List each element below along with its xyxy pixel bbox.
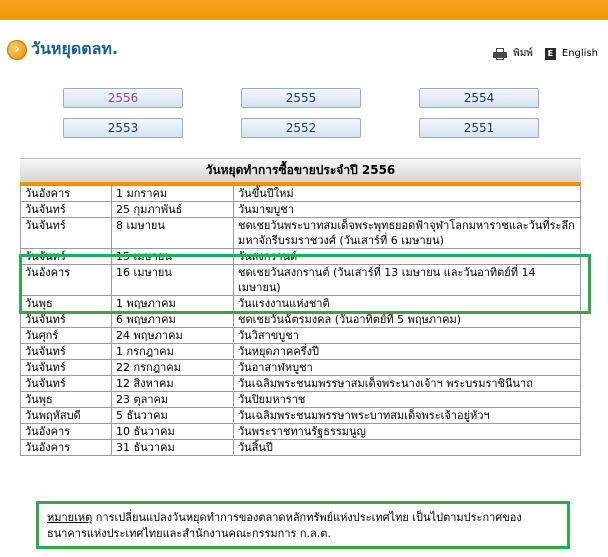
date-cell: 1 กรกฎาคม	[112, 344, 234, 360]
table-row	[21, 440, 581, 456]
printer-icon[interactable]	[493, 48, 507, 60]
date-cell: 12 สิงหาคม	[112, 376, 234, 392]
table-row	[21, 312, 581, 328]
date-cell: 31 ธันวาคม	[112, 440, 234, 456]
day-cell: วันอังคาร	[21, 440, 112, 456]
day-cell: วันอังคาร	[21, 424, 112, 440]
date-cell: 5 ธันวาคม	[112, 408, 234, 424]
english-flag-icon[interactable]: E	[545, 48, 556, 60]
holiday-name-cell: วันวิสาขบูชา	[234, 328, 581, 344]
date-cell: 1 พฤษภาคม	[112, 296, 234, 312]
holiday-name-cell: วันอาสาฬหบูชา	[234, 360, 581, 376]
holiday-name-cell: วันขึ้นปีใหม่	[234, 186, 581, 202]
day-cell: วันจันทร์	[21, 202, 112, 218]
print-link[interactable]: พิมพ์	[513, 48, 533, 59]
year-button-2551[interactable]: 2551	[419, 118, 539, 138]
year-button-2553[interactable]: 2553	[63, 118, 183, 138]
table-row	[21, 186, 581, 202]
note-box	[36, 501, 570, 549]
day-cell: วันศุกร์	[21, 328, 112, 344]
holiday-table	[20, 185, 581, 456]
table-row	[21, 376, 581, 392]
date-cell: 15 เมษายน	[112, 249, 234, 265]
holiday-name-cell: วันสงกรานต์	[234, 249, 581, 265]
holiday-name-cell: วันแรงงานแห่งชาติ	[234, 296, 581, 312]
table-row	[21, 296, 581, 312]
holiday-name-cell: วันเฉลิมพระชนมพรรษาสมเด็จพระนางเจ้าฯ พระบรมราชินีนาถ	[234, 376, 581, 392]
day-cell: วันอังคาร	[21, 265, 112, 296]
english-link[interactable]: English	[561, 48, 598, 59]
day-cell: วันจันทร์	[21, 218, 112, 249]
date-cell: 10 ธันวาคม	[112, 424, 234, 440]
date-cell: 25 กุมภาพันธ์	[112, 202, 234, 218]
table-row	[21, 392, 581, 408]
toolbar	[493, 46, 598, 61]
date-cell: 24 พฤษภาคม	[112, 328, 234, 344]
holiday-name-cell: ชดเชยวันฉัตรมงคล (วันอาทิตย์ที่ 5 พฤษภาคม)	[234, 312, 581, 328]
holiday-name-cell: ชดเชยวันสงกรานต์ (วันเสาร์ที่ 13 เมษายน และวันอาทิตย์ที่ 14 เมษายน)	[234, 265, 581, 296]
year-button-2555[interactable]: 2555	[241, 88, 361, 108]
holiday-name-cell: วันมาฆบูชา	[234, 202, 581, 218]
note-text: การเปลี่ยนแปลงวันหยุดทำการของตลาดหลักทรัพย์แห่งประเทศไทย เป็นไปตามประกาศของธนาคารแห่งประเทศไทยและสำนักงานคณะกรรมการ ก.ล.ต.	[47, 511, 522, 540]
holiday-name-cell: วันหยุดภาคครึ่งปี	[234, 344, 581, 360]
date-cell: 1 มกราคม	[112, 186, 234, 202]
date-cell: 23 ตุลาคม	[112, 392, 234, 408]
arrow-right-icon: ›	[7, 40, 27, 60]
table-row	[21, 202, 581, 218]
table-row	[21, 265, 581, 296]
note-label: หมายเหตุ	[47, 511, 93, 524]
table-row	[21, 328, 581, 344]
table-row	[21, 424, 581, 440]
holiday-name-cell: วันปิยมหาราช	[234, 392, 581, 408]
holiday-name-cell: วันสิ้นปี	[234, 440, 581, 456]
holiday-name-cell: วันเฉลิมพระชนมพรรษาพระบาทสมเด็จพระเจ้าอยู่หัวฯ	[234, 408, 581, 424]
year-button-2552[interactable]: 2552	[241, 118, 361, 138]
year-button-2556[interactable]: 2556	[63, 88, 183, 108]
day-cell: วันพฤหัสบดี	[21, 408, 112, 424]
table-row	[21, 249, 581, 265]
day-cell: วันอังคาร	[21, 186, 112, 202]
day-cell: วันจันทร์	[21, 249, 112, 265]
date-cell: 16 เมษายน	[112, 265, 234, 296]
holiday-name-cell: ชดเชยวันพระบาทสมเด็จพระพุทธยอดฟ้าจุฬาโลกมหาราชและวันที่ระลึกมหาจักรีบรมราชวงศ์ (วันเสาร์ที่ 6 เมษายน)	[234, 218, 581, 249]
day-cell: วันพุธ	[21, 392, 112, 408]
holiday-table-container	[20, 158, 581, 456]
day-cell: วันจันทร์	[21, 344, 112, 360]
date-cell: 8 เมษายน	[112, 218, 234, 249]
holiday-name-cell: วันพระราชทานรัฐธรรมนูญ	[234, 424, 581, 440]
table-row	[21, 360, 581, 376]
table-row	[21, 408, 581, 424]
page-title: วันหยุดตลท.	[31, 39, 119, 58]
table-row	[21, 344, 581, 360]
day-cell: วันจันทร์	[21, 312, 112, 328]
day-cell: วันพุธ	[21, 296, 112, 312]
day-cell: วันจันทร์	[21, 376, 112, 392]
top-bar	[0, 0, 608, 24]
date-cell: 22 กรกฎาคม	[112, 360, 234, 376]
day-cell: วันจันทร์	[21, 360, 112, 376]
page-header	[7, 37, 118, 62]
table-title: วันหยุดทำการซื้อขายประจำปี 2556	[20, 158, 581, 185]
date-cell: 6 พฤษภาคม	[112, 312, 234, 328]
table-row	[21, 218, 581, 249]
year-button-2554[interactable]: 2554	[419, 88, 539, 108]
